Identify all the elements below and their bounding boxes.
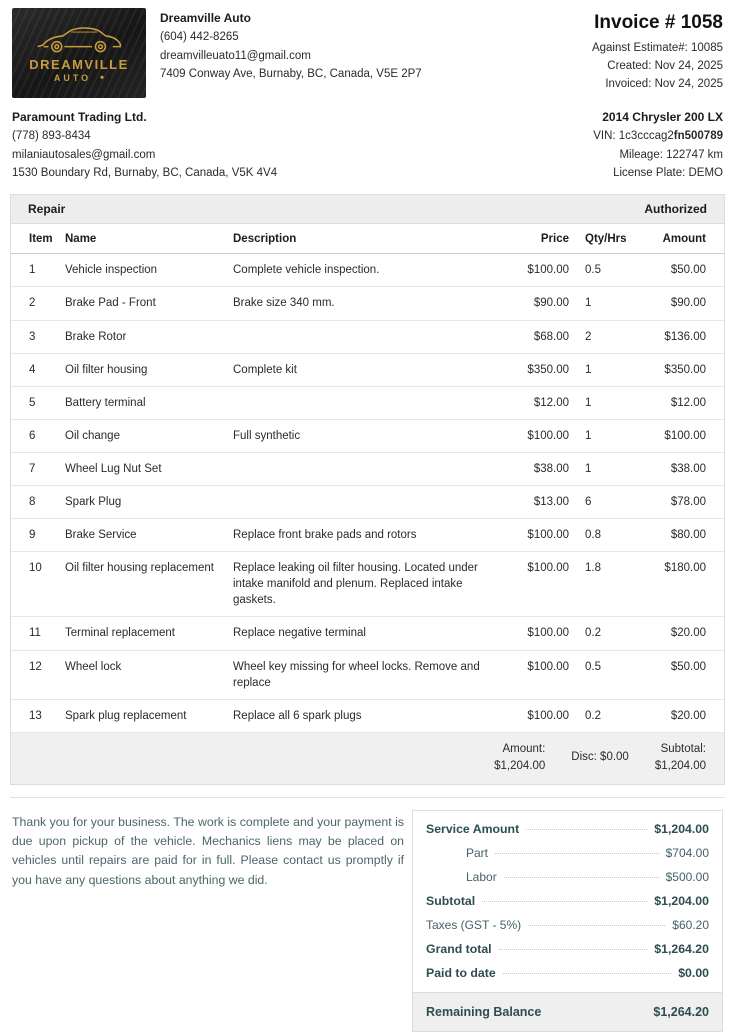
dotted-leader [528, 925, 665, 926]
against-estimate: Against Estimate#: 10085 [591, 42, 723, 55]
col-header-name: Name [57, 224, 225, 254]
cell-description: Complete vehicle inspection. [225, 254, 493, 287]
cell-price: $100.00 [493, 699, 577, 732]
vehicle-vin: VIN: 1c3cccag2fn500789 [593, 130, 723, 143]
vehicle-license-plate: License Plate: DEMO [613, 166, 723, 179]
customer-phone: (778) 893-8434 [12, 130, 91, 143]
cell-description: Full synthetic [225, 419, 493, 452]
cell-description [225, 386, 493, 419]
cell-amount: $136.00 [639, 320, 724, 353]
section-bar [11, 195, 724, 224]
cell-price: $68.00 [493, 320, 577, 353]
logo-text: DREAMVILLE [29, 57, 129, 73]
cell-amount: $50.00 [639, 650, 724, 699]
cell-name: Brake Rotor [57, 320, 225, 353]
cell-price: $38.00 [493, 452, 577, 485]
cell-item: 13 [11, 699, 57, 732]
totals-row-value: $1,204.00 [654, 894, 709, 909]
totals-row [413, 817, 722, 841]
cell-price: $350.00 [493, 353, 577, 386]
cell-item: 2 [11, 287, 57, 320]
cell-description: Replace leaking oil filter housing. Located under intake manifold and plenum. Replaced intake gaskets. [225, 552, 493, 617]
table-row [11, 254, 724, 287]
vehicle-name: 2014 Chrysler 200 LX [602, 110, 723, 124]
dotted-leader [526, 829, 647, 830]
cell-name: Wheel Lug Nut Set [57, 452, 225, 485]
table-header-row [11, 224, 724, 254]
thank-you-note: Thank you for your business. The work is complete and your payment is due upon pickup of the vehicle. Mechanics liens may be placed on vehicles until repairs are paid for in full. Please contact us promptly if you have any questions about anything we did. [12, 815, 404, 887]
cell-qty: 0.8 [577, 519, 639, 552]
dotted-leader [503, 973, 672, 974]
cell-name: Oil change [57, 419, 225, 452]
shop-header [10, 8, 725, 98]
customer-email: milaniautosales@gmail.com [12, 148, 156, 161]
totals-row [413, 913, 722, 937]
cell-description [225, 320, 493, 353]
cell-price: $90.00 [493, 287, 577, 320]
cell-item: 4 [11, 353, 57, 386]
cell-price: $100.00 [493, 254, 577, 287]
cell-qty: 1 [577, 386, 639, 419]
totals-row-value: $1,204.00 [654, 822, 709, 837]
cell-price: $100.00 [493, 419, 577, 452]
table-row [11, 699, 724, 732]
bottom-section [10, 798, 725, 1032]
totals-row-label: Service Amount [426, 822, 520, 837]
col-header-qty: Qty/Hrs [577, 224, 639, 254]
invoice-meta [592, 8, 723, 94]
cell-description: Complete kit [225, 353, 493, 386]
table-row [11, 452, 724, 485]
totals-row [413, 961, 722, 985]
cell-amount: $78.00 [639, 486, 724, 519]
totals-row-value: $60.20 [672, 918, 709, 933]
cell-description: Replace all 6 spark plugs [225, 699, 493, 732]
shop-email: dreamvilleuato11@gmail.com [160, 49, 311, 62]
shop-info [160, 8, 422, 83]
totals-row-value: $1,264.20 [654, 942, 709, 957]
totals-panel [412, 810, 723, 1032]
cell-item: 6 [11, 419, 57, 452]
line-items-table [11, 224, 724, 733]
cell-item: 3 [11, 320, 57, 353]
cell-name: Vehicle inspection [57, 254, 225, 287]
line-items-section [10, 194, 725, 785]
customer-name: Paramount Trading Ltd. [12, 110, 147, 124]
remaining-balance-label: Remaining Balance [426, 1005, 542, 1020]
cell-description [225, 452, 493, 485]
vehicle-mileage: Mileage: 122747 km [619, 148, 723, 161]
cell-qty: 0.5 [577, 254, 639, 287]
cell-price: $100.00 [493, 650, 577, 699]
cell-amount: $350.00 [639, 353, 724, 386]
totals-row-value: $704.00 [665, 846, 709, 861]
table-footer [11, 733, 724, 785]
cell-amount: $12.00 [639, 386, 724, 419]
dotted-leader [495, 853, 659, 854]
cell-price: $100.00 [493, 552, 577, 617]
cell-name: Wheel lock [57, 650, 225, 699]
table-row [11, 419, 724, 452]
dotted-leader [499, 949, 648, 950]
footer-discount: Disc: $0.00 [571, 751, 629, 764]
cell-amount: $20.00 [639, 617, 724, 650]
totals-row-label: Subtotal [426, 894, 476, 909]
cell-item: 10 [11, 552, 57, 617]
shop-name: Dreamville Auto [160, 11, 251, 25]
table-row [11, 486, 724, 519]
col-header-item: Item [11, 224, 57, 254]
cell-description: Wheel key missing for wheel locks. Remove and replace [225, 650, 493, 699]
logo-subtext: AUTO [54, 73, 104, 84]
cell-name: Spark Plug [57, 486, 225, 519]
cell-qty: 1 [577, 452, 639, 485]
cell-amount: $50.00 [639, 254, 724, 287]
cell-description: Brake size 340 mm. [225, 287, 493, 320]
cell-amount: $180.00 [639, 552, 724, 617]
table-row [11, 552, 724, 617]
table-row [11, 386, 724, 419]
cell-item: 8 [11, 486, 57, 519]
cell-amount: $80.00 [639, 519, 724, 552]
cell-name: Oil filter housing [57, 353, 225, 386]
cell-name: Terminal replacement [57, 617, 225, 650]
col-header-amount: Amount [639, 224, 724, 254]
vehicle-info [593, 108, 723, 182]
cell-name: Oil filter housing replacement [57, 552, 225, 617]
totals-row-label: Labor [466, 870, 497, 885]
cell-item: 9 [11, 519, 57, 552]
cell-qty: 1 [577, 287, 639, 320]
totals-rows [413, 817, 722, 985]
table-row [11, 617, 724, 650]
totals-row [413, 841, 722, 865]
cell-description: Replace negative terminal [225, 617, 493, 650]
cell-qty: 2 [577, 320, 639, 353]
totals-row-value: $500.00 [665, 870, 709, 885]
totals-row-label: Paid to date [426, 966, 496, 981]
footer-subtotal: Subtotal: $1,204.00 [654, 742, 706, 773]
table-row [11, 650, 724, 699]
wrench-icon [93, 74, 104, 82]
cell-price: $13.00 [493, 486, 577, 519]
section-title: Repair [28, 202, 66, 217]
section-status: Authorized [644, 202, 707, 217]
table-row [11, 519, 724, 552]
remaining-balance-value: $1,264.20 [653, 1005, 709, 1020]
car-icon [33, 22, 125, 56]
shop-address: 7409 Conway Ave, Burnaby, BC, Canada, V5E 2P7 [160, 67, 422, 80]
table-row [11, 353, 724, 386]
cell-item: 11 [11, 617, 57, 650]
table-row [11, 320, 724, 353]
cell-item: 5 [11, 386, 57, 419]
cell-amount: $100.00 [639, 419, 724, 452]
invoice-number: Invoice # 1058 [594, 12, 723, 33]
totals-row-label: Grand total [426, 942, 492, 957]
col-header-price: Price [493, 224, 577, 254]
cell-item: 12 [11, 650, 57, 699]
cell-price: $100.00 [493, 519, 577, 552]
totals-row [413, 889, 722, 913]
totals-row-label: Part [466, 846, 489, 861]
cell-qty: 1 [577, 419, 639, 452]
cell-qty: 1.8 [577, 552, 639, 617]
invoiced-date: Invoiced: Nov 24, 2025 [605, 78, 723, 91]
customer-info [12, 108, 277, 182]
customer-vehicle-row [10, 102, 725, 182]
cell-qty: 6 [577, 486, 639, 519]
cell-amount: $20.00 [639, 699, 724, 732]
table-row [11, 287, 724, 320]
cell-qty: 0.2 [577, 617, 639, 650]
col-header-description: Description [225, 224, 493, 254]
cell-name: Brake Pad - Front [57, 287, 225, 320]
totals-row-value: $0.00 [678, 966, 709, 981]
totals-row [413, 937, 722, 961]
footer-amount: Amount: $1,204.00 [494, 742, 546, 773]
totals-row-label: Taxes (GST - 5%) [426, 918, 522, 933]
totals-row [413, 865, 722, 889]
dotted-leader [504, 877, 659, 878]
remaining-balance-row [413, 992, 722, 1031]
cell-name: Battery terminal [57, 386, 225, 419]
created-date: Created: Nov 24, 2025 [607, 60, 723, 73]
cell-price: $100.00 [493, 617, 577, 650]
cell-qty: 0.2 [577, 699, 639, 732]
cell-name: Brake Service [57, 519, 225, 552]
dotted-leader [482, 901, 647, 902]
cell-item: 1 [11, 254, 57, 287]
shop-logo [12, 8, 146, 98]
shop-phone: (604) 442-8265 [160, 31, 239, 44]
cell-qty: 1 [577, 353, 639, 386]
cell-amount: $90.00 [639, 287, 724, 320]
cell-item: 7 [11, 452, 57, 485]
cell-name: Spark plug replacement [57, 699, 225, 732]
cell-price: $12.00 [493, 386, 577, 419]
customer-address: 1530 Boundary Rd, Burnaby, BC, Canada, V5K 4V4 [12, 166, 278, 179]
cell-amount: $38.00 [639, 452, 724, 485]
cell-qty: 0.5 [577, 650, 639, 699]
line-items-body [11, 254, 724, 733]
cell-description: Replace front brake pads and rotors [225, 519, 493, 552]
cell-description [225, 486, 493, 519]
